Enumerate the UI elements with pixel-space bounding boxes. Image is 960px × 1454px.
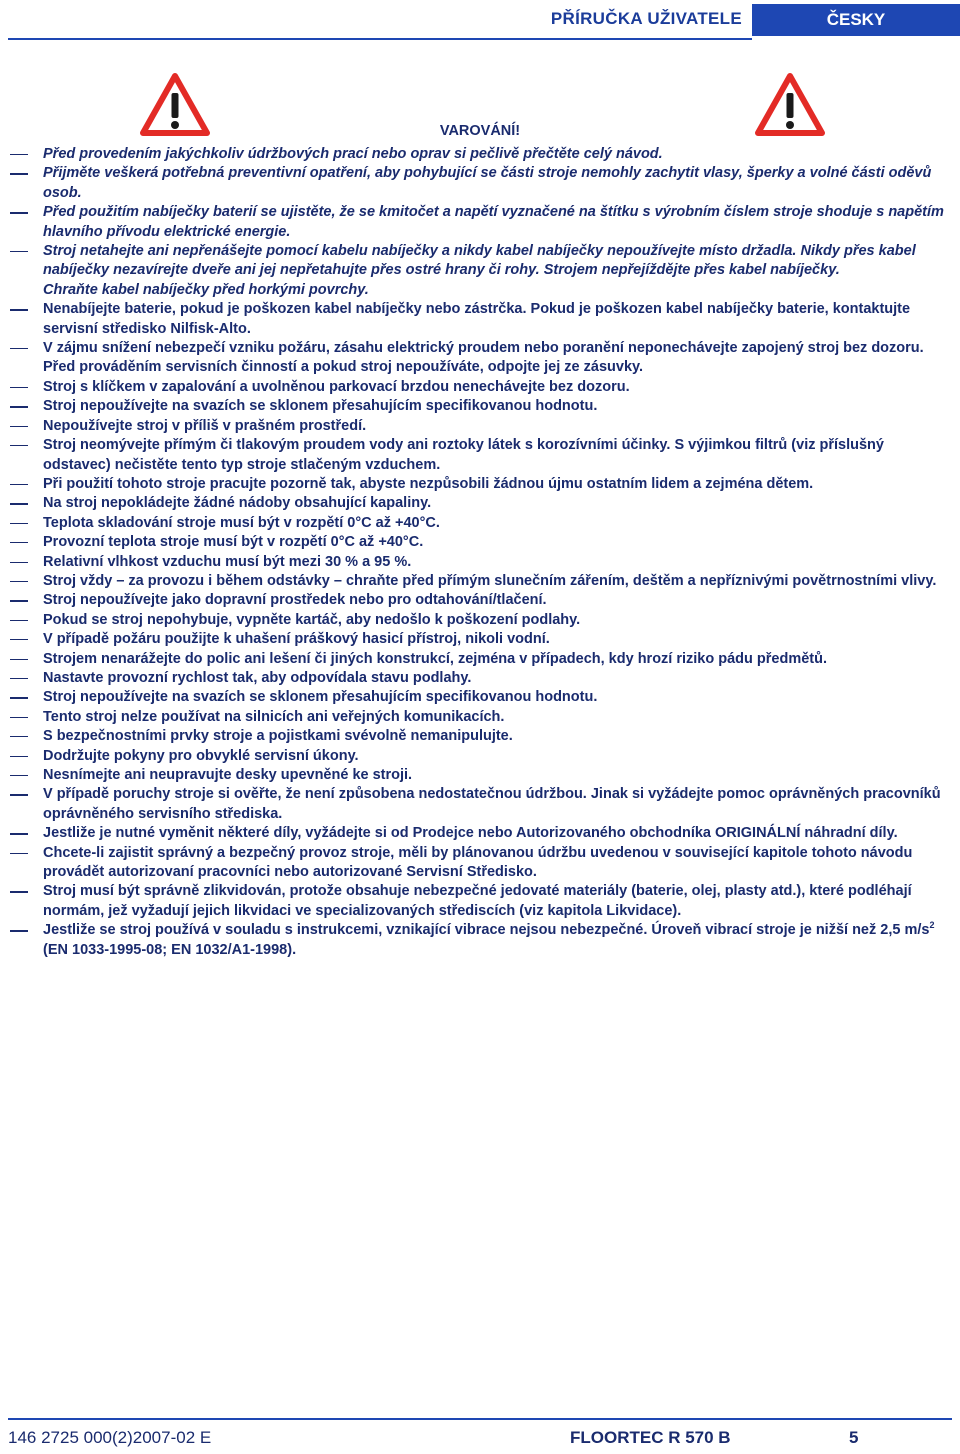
warning-item [0,164,960,203]
warning-item-text: Stroj s klíčkem v zapalování a uvolněnou parkovací brzdou nenechávejte bez dozoru. [43,378,630,395]
warning-item-text: S bezpečnostními prvky stroje a pojistkami svévolně nemanipulujte. [43,728,513,745]
warning-heading: VAROVÁNÍ! [439,123,521,139]
warning-item-text: Při použití tohoto stroje pracujte pozorně tak, abyste nezpůsobili žádnou újmu ostatním lidem a zejména dětem. [43,475,814,492]
warning-item-text: Provozní teplota stroje musí být v rozpětí 0°C až +40°C. [43,534,424,551]
warning-item-text: Nepoužívejte stroj v příliš v prašném prostředí. [43,417,367,434]
dash-bullet [10,173,28,174]
dash-bullet [10,154,28,155]
dash-bullet [10,659,28,660]
language-tab: ČESKY [752,4,960,36]
warning-item [0,339,960,378]
dash-bullet [10,309,28,310]
dash-bullet [10,736,28,737]
warning-item-text: Stroj musí být správně zlikvidován, protože obsahuje nebezpečné jedovaté materiály (baterie, olej, plasty atd.), které podléhají normám, jež vyžadují jejich likvidaci ve specializovaných střediscích (viz kapitola Likvidace). [43,883,912,919]
warning-item-text: V případě poruchy stroje si ověřte, že není způsobena nedostatečnou údržbou. Jinak si vyžádejte pomoc oprávněných pracovníků oprávněného servisního střediska. [43,786,941,822]
page-footer [0,1412,960,1454]
dash-bullet [10,503,28,504]
dash-bullet [10,930,28,931]
warning-item [0,591,960,610]
warning-item-text: Nesnímejte ani neupravujte desky upevněné ke stroji. [43,767,413,783]
warning-item-text: Pokud se stroj nepohybuje, vypněte kartáč, aby nedošlo k poškození podlahy. [43,611,581,628]
warning-item-text: Chcete-li zajistit správný a bezpečný provoz stroje, měli by plánovanou údržbu uvedenou v související kapitole tohoto návodu provádět autorizovaní pracovníci nebo autorizované Servisní Středisko. [43,844,913,881]
warning-item [0,785,960,824]
warning-item-text: Před použitím nabíječky baterií se ujistěte, že se kmitočet a napětí vyznačené na štítku s výrobním číslem stroje shoduje s napětím hlavního přívodu elektrické energie. [43,204,944,240]
dash-bullet [10,445,28,446]
warning-item [0,533,960,552]
warning-item [0,145,960,164]
warning-item [0,708,960,727]
dash-bullet [10,891,28,892]
warning-item [0,553,960,572]
warning-item-text: Dodržujte pokyny pro obvyklé servisní úkony. [43,747,359,764]
warning-item [0,747,960,766]
dash-bullet [10,562,28,563]
warning-item [0,417,960,436]
page-number: 5 [849,1428,859,1447]
warning-item-text: Jestliže je nutné vyměnit některé díly, vyžádejte si od Prodejce nebo Autorizovaného obchodníka ORIGINÁLNÍ náhradní díly. [43,825,898,842]
warning-item-text: Stroj netahejte ani nepřenášejte pomocí kabelu nabíječky a nikdy kabel nabíječky nepoužívejte místo držadla. Nikdy přes kabel nabíječky nezavírejte dveře ani jej nepřetahujte přes ostré hrany či rohy. Strojem nepřejíždějte přes kabel nabíječky. [43,243,916,279]
dash-bullet [10,717,28,718]
warning-item-text: Nastavte provozní rychlost tak, aby odpovídala stavu podlahy. [43,669,472,686]
dash-bullet [10,387,28,388]
dash-bullet [10,794,28,795]
dash-bullet [10,620,28,621]
dash-bullet [10,523,28,524]
warning-item [0,475,960,494]
warning-item [0,572,960,591]
superscript: 2 [929,920,935,931]
warning-item-text: Stroj nepoužívejte jako dopravní prostředek nebo pro odtahování/tlačení. [43,592,547,609]
warning-item-text: Před provedením jakýchkoliv údržbových prací nebo oprav si pečlivě přečtěte celý návod. [43,146,663,162]
dash-bullet [10,484,28,485]
dash-bullet [10,639,28,640]
warning-item [0,921,960,960]
footer-rule [8,1418,952,1420]
warning-item [0,882,960,921]
warning-item [0,630,960,649]
warning-item-text: Stroj vždy – za provozu i během odstávky – chraňte před přímým slunečním zářením, deštěm a nepříznivými povětrnostními vlivy. [43,572,937,589]
warning-item-text: Strojem nenarážejte do polic ani lešení či jiných konstrukcí, zejména v případech, kdy hrozí riziko pádu předmětů. [43,650,828,667]
warning-item-text: Relativní vlhkost vzduchu musí být mezi 30 % a 95 %. [43,553,412,570]
warning-item-text: Stroj neomývejte přímým či tlakovým proudem vody ani roztoky látek s korozívními účinky. S výjimkou filtrů (viz příslušný odstavec) nečistěte tento typ stroje stlačeným vzduchem. [43,437,884,473]
warning-item [0,436,960,475]
warning-item [0,378,960,397]
warning-item-text: Chraňte kabel nabíječky před horkými povrchy. [43,281,369,298]
warning-item-tail: (EN 1033-1995-08; EN 1032/A1-1998). [43,941,297,958]
warning-item [0,611,960,630]
dash-bullet [10,697,28,698]
dash-bullet [10,581,28,582]
warning-item [0,514,960,533]
dash-bullet [10,542,28,543]
manual-title: PŘÍRUČKA UŽIVATELE [550,9,742,28]
warning-item [0,824,960,843]
dash-bullet [10,406,28,407]
warning-item [0,650,960,669]
warning-item [0,844,960,883]
warning-item-text: Jestliže se stroj používá v souladu s instrukcemi, vznikající vibrace nejsou nebezpečné. Úroveň vibrací stroje je nižší než 2,5 m/s [43,922,930,939]
dash-bullet [10,756,28,757]
warning-item [0,669,960,688]
dash-bullet [10,348,28,349]
warning-item [0,203,960,242]
warning-item [0,727,960,746]
warning-item-text: Teplota skladování stroje musí být v rozpětí 0°C až +40°C. [43,514,440,531]
warning-item [0,766,960,785]
warning-item [0,494,960,513]
warning-item-text: Tento stroj nelze používat na silnicích ani veřejných komunikacích. [43,708,505,725]
warning-item [0,397,960,416]
warning-item-text: V zájmu snížení nebezpečí vzniku požáru, zásahu elektrický proudem nebo poranění neponechávejte zapojený stroj bez dozoru. Před prováděním servisních činností a pokud stroj nepoužíváte, odpojte jej ze zásuvky. [43,340,924,376]
warning-item [0,300,960,339]
warning-item [0,242,960,281]
header-rule [8,38,752,40]
dash-bullet [10,853,28,854]
warning-item-text: Nenabíjejte baterie, pokud je poškozen kabel nabíječky nebo zástrčka. Pokud je poškozen kabel nabíječky baterie, kontaktujte servisní středisko Nilfisk-Alto. [43,301,911,337]
warning-item-text: Stroj nepoužívejte na svazích se sklonem přesahujícím specifikovanou hodnotu. [43,398,598,415]
dash-bullet [10,833,28,834]
dash-bullet [10,426,28,427]
warning-item-text: Stroj nepoužívejte na svazích se sklonem přesahujícím specifikovanou hodnotu. [43,689,598,706]
dash-bullet [10,775,28,776]
dash-bullet [10,678,28,679]
warning-item [0,688,960,707]
document-code: 146 2725 000(2)2007-02 E [8,1428,212,1447]
warning-item-text: Na stroj nepokládejte žádné nádoby obsahující kapaliny. [43,495,432,512]
machine-model: FLOORTEC R 570 B [570,1428,731,1447]
dash-bullet [10,251,28,252]
warning-item [0,281,960,300]
page-header [0,0,960,40]
dash-bullet [10,600,28,601]
warning-list [0,145,960,960]
warning-item-text: V případě požáru použijte k uhašení práškový hasicí přístroj, nikoli vodní. [43,631,550,648]
dash-bullet [10,212,28,213]
warning-item-text: Přijměte veškerá potřebná preventivní opatření, aby pohybující se části stroje nemohly zachytit vlasy, šperky a volné části oděvů osob. [43,165,932,201]
